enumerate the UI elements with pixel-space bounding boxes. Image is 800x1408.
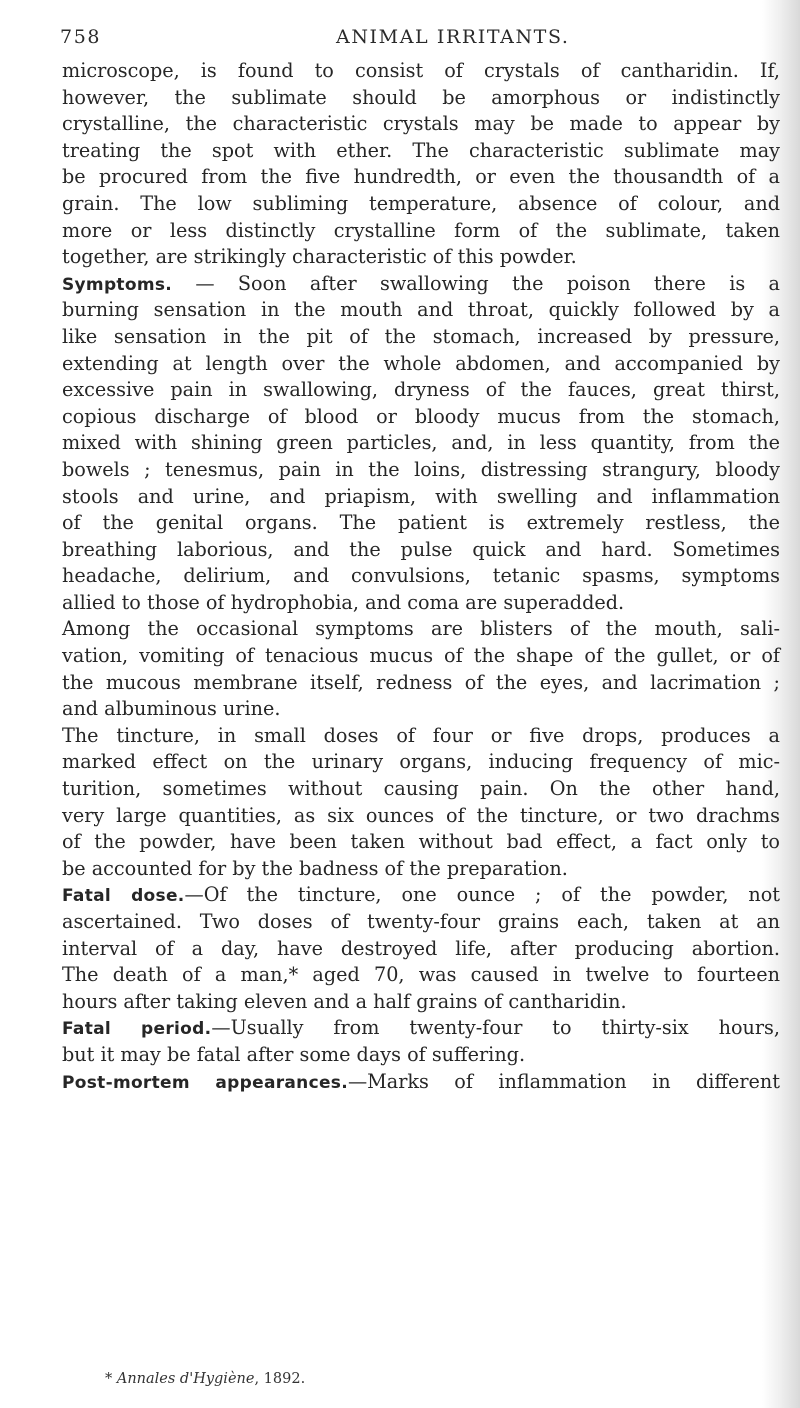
fatal-period-first-line: —Usually from twenty-four to thirty-six hours, [211,1016,780,1040]
post-mortem-heading-line [62,1069,780,1096]
text-line: together, are strikingly characteristic of this powder. [62,245,577,269]
fatal-dose-first-line: —Of the tincture, one ounce ; of the powder, not [184,883,781,907]
text-line: ascertained. Two doses of twenty-four grains each, taken at an [62,910,780,933]
text-line: The death of a man,* aged 70, was caused in twelve to fourteen [62,963,780,987]
text-line: marked effect on the urinary organs, inducing frequency of mic- [62,750,780,774]
text-line: however, the sublimate should be amorphous or indistinctly [62,85,780,109]
text-line: the mucous membrane itself, redness of the eyes, and lacrimation ; [62,670,780,694]
text-line: Among the occasional symptoms are blisters of the mouth, sali- [62,617,780,641]
post-mortem-first-line: —Marks of inflammation in different [347,1069,780,1093]
text-line: turition, sometimes without causing pain. On the other hand, [62,777,780,801]
running-title: ANIMAL IRRITANTS. [336,26,570,48]
text-line: be procured from the five hundredth, or even the thousandth of a [62,165,780,189]
text-line: grain. The low subliming temperature, absence of colour, and [62,191,780,215]
page-header [60,26,780,56]
text-line: hours after taking eleven and a half grains of cantharidin. [62,989,627,1013]
fatal-period-heading-line [62,1015,780,1042]
text-line: allied to those of hydrophobia, and coma are superadded. [62,590,625,614]
symptoms-heading: Symptoms. [62,274,173,295]
text-line: but it may be fatal after some days of suffering. [62,1042,526,1066]
footnote-marker: * [105,1371,117,1387]
text-line: headache, delirium, and convulsions, tetanic spasms, symptoms [62,564,780,588]
text-line: very large quantities, as six ounces of the tincture, or two drachms [62,803,780,827]
text-line: breathing laborious, and the pulse quick and hard. Sometimes [62,537,780,561]
text-line: and albuminous urine. [62,697,281,721]
fatal-period-heading: Fatal period. [62,1019,212,1040]
body-text [62,58,780,1095]
text-line: extending at length over the whole abdomen, and accompanied by [62,351,780,375]
text-line: be accounted for by the badness of the preparation. [62,856,568,880]
text-line: crystalline, the characteristic crystals may be made to appear by [62,112,780,136]
text-line: copious discharge of blood or bloody mucus from the stomach, [62,404,780,428]
text-line: excessive pain in swallowing, dryness of the fauces, great thirst, [62,378,780,402]
fatal-dose-heading: Fatal dose. [62,886,185,907]
text-line: interval of a day, have destroyed life, after producing abortion. [62,936,780,960]
footnote-source: Annales d'Hygiène [116,1371,255,1387]
text-line: treating the spot with ether. The characteristic sublimate may [62,138,780,162]
text-line: burning sensation in the mouth and throat, quickly followed by a [62,298,780,322]
footnote [105,1371,305,1387]
text-line: of the powder, have been taken without bad effect, a fact only to [62,830,780,854]
post-mortem-heading: Post-mortem appearances. [62,1072,348,1093]
text-line: like sensation in the pit of the stomach, increased by pressure, [62,324,780,348]
symptoms-first-line: — Soon after swallowing the poison there is a [172,271,780,295]
fatal-dose-heading-line [62,882,780,909]
text-line: mixed with shining green particles, and, in less quantity, from the [62,431,780,455]
symptoms-heading-line [62,271,780,298]
text-line: more or less distinctly crystalline form of the sublimate, taken [62,218,780,242]
text-line: The tincture, in small doses of four or five drops, produces a [62,723,780,747]
text-line: of the genital organs. The patient is extremely restless, the [62,511,780,535]
text-line: vation, vomiting of tenacious mucus of the shape of the gullet, or of [62,644,780,668]
text-line: bowels ; tenesmus, pain in the loins, distressing strangury, bloody [62,457,780,481]
page-number: 758 [60,26,102,48]
footnote-year: , 1892. [254,1371,306,1387]
text-line: microscope, is found to consist of crystals of cantharidin. If, [62,59,780,82]
text-line: stools and urine, and priapism, with swelling and inflammation [62,484,780,508]
